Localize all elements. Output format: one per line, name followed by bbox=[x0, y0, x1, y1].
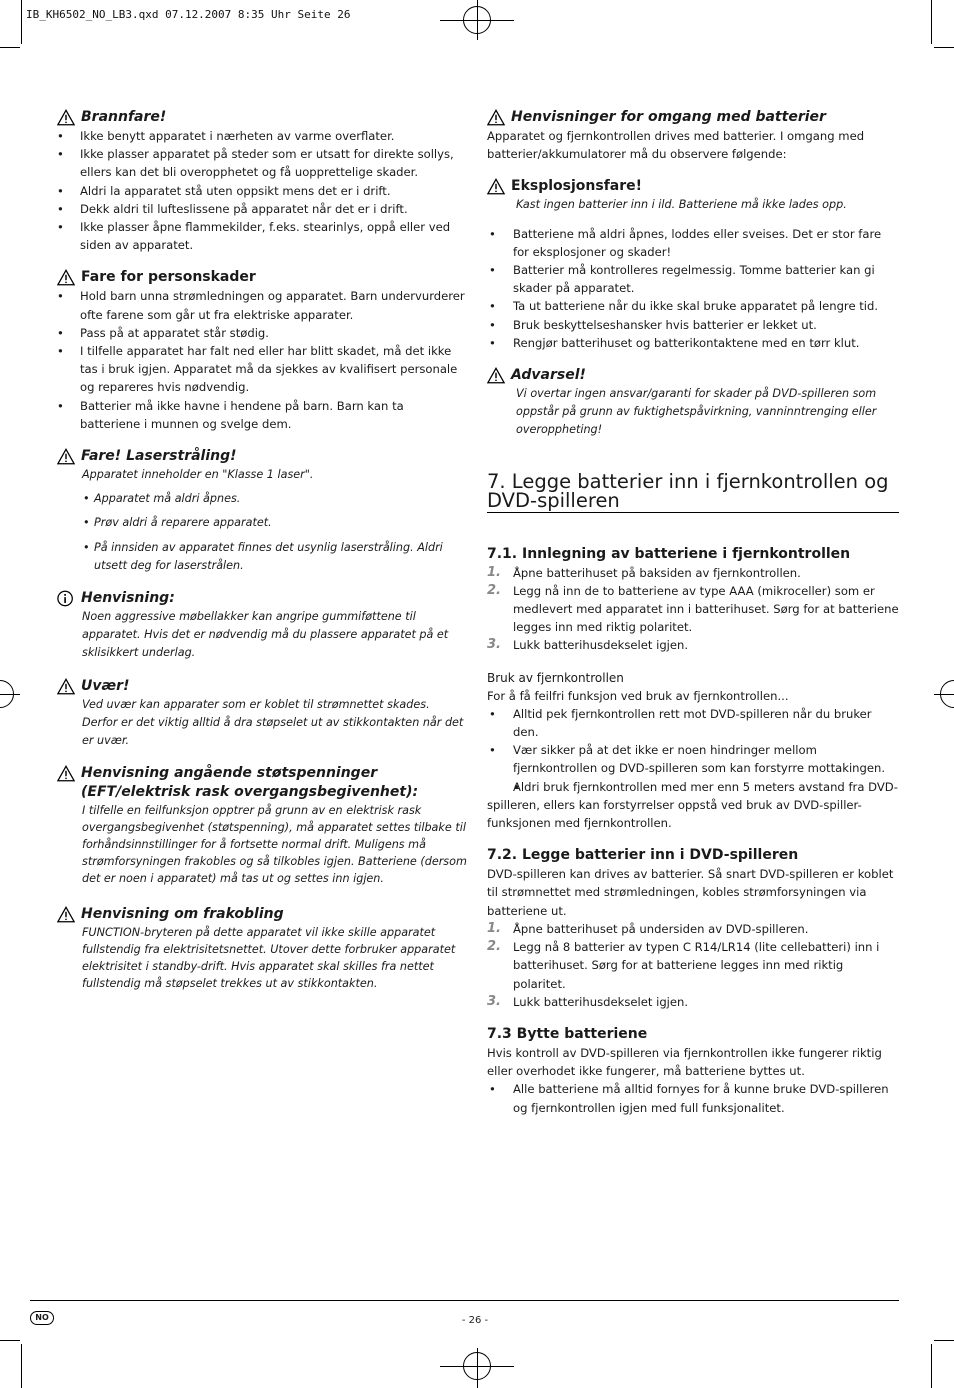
uvaer-heading: Uvær! bbox=[57, 677, 467, 696]
list-item: • Ikke plasser apparatet på steder som er utsatt for direkte sollys, ellers kan det bli overopphetet og få uopprettelige skader. bbox=[57, 145, 467, 181]
warning-icon bbox=[57, 448, 75, 465]
list-item: • Aldri la apparatet stå uten oppsikt mens det er i drift. bbox=[57, 182, 467, 200]
list-item: • Ikke benytt apparatet i nærheten av varme overflater. bbox=[57, 127, 467, 145]
step-item: 2. Legg nå 8 batterier av typen C R14/LR14 (lite cellebatteri) inn i batterihuset. Sørg for at batteriene legges inn med riktig polaritet. bbox=[487, 939, 880, 991]
warning-icon bbox=[487, 109, 505, 126]
personskader-heading: Fare for personskader bbox=[57, 268, 467, 287]
remote-usage-flat-item: • Aldri bruk fjernkontrollen med mer enn 5 meters avstand fra DVD-spilleren, ellers kan forstyrrelser oppstå ved bruk av DVD-spiller-funksjonen med fjernkontrollen. bbox=[487, 778, 899, 833]
list-item: • Vær sikker på at det ikke er noen hindringer mellom fjernkontrollen og DVD-spilleren som kan forstyrre mottakingen. bbox=[487, 741, 899, 777]
section-7-3-text: Hvis kontroll av DVD-spilleren via fjernkontrollen ikke fungerer riktig eller overhodet ikke fungerer, må batteriene byttes ut. bbox=[487, 1045, 882, 1079]
list-item: • Ikke plasser åpne flammekilder, f.eks. stearinlys, oppå eller ved siden av apparatet. bbox=[57, 218, 467, 254]
section-7-1-steps bbox=[487, 564, 899, 655]
remote-usage-intro: For å få feilfri funksjon ved bruk av fjernkontrollen... bbox=[487, 688, 789, 703]
brannfare-list bbox=[57, 127, 467, 254]
step-item: 1. Åpne batterihuset på baksiden av fjernkontrollen. bbox=[487, 564, 801, 580]
henvisning-text: Noen aggressive møbellakker kan angripe gummiføttene til apparatet. Hvis det er nødvendig må du plassere apparatet på et sklisikkert underlag. bbox=[82, 610, 449, 660]
list-item: • Dekk aldri til lufteslissene på apparatet når det er i drift. bbox=[57, 200, 467, 218]
list-item: • På innsiden av apparatet finnes det usynlig laserstråling. Aldri utsett deg for laserstrålen. bbox=[83, 539, 467, 575]
laser-heading: Fare! Laserstråling! bbox=[57, 447, 467, 466]
list-item: • Apparatet må aldri åpnes. bbox=[83, 490, 467, 508]
remote-usage-list bbox=[487, 705, 899, 778]
step-item: 3. Lukk batterihusdekselet igjen. bbox=[487, 637, 689, 653]
language-badge: NO bbox=[30, 1311, 54, 1325]
warning-icon bbox=[57, 906, 75, 923]
section-7-2-text: DVD-spilleren kan drives av batterier. Så snart DVD-spilleren er koblet til strømnettet med strømledningen, kobles strømforsyningen via batteriene ut. bbox=[487, 867, 894, 918]
eft-text: I tilfelle en feilfunksjon opptrer på grunn av en elektrisk rask overgangsbegivenhet (støtspenning), må apparatet settes tilbake til forhåndsinnstillinger for å fortsette normal drift. Muligens må strømforsyningen frakobles og så tilkobles igjen. Batteriene (dersom det er noen i apparatet) må tas ut og settes inn igjen. bbox=[82, 804, 467, 886]
list-item: • Bruk beskyttelseshansker hvis batterier er lekket ut. bbox=[487, 316, 899, 334]
right-column bbox=[487, 108, 899, 1117]
frakobling-heading: Henvisning om frakobling bbox=[57, 905, 467, 924]
warning-icon bbox=[57, 109, 75, 126]
warning-icon bbox=[487, 178, 505, 195]
step-item: 1. Åpne batterihuset på undersiden av DVD-spilleren. bbox=[487, 920, 809, 936]
list-item: • Hold barn unna strømledningen og apparatet. Barn undervurderer ofte farene som går ut fra elektriske apparater. bbox=[57, 287, 467, 323]
footer-rule bbox=[30, 1300, 899, 1301]
brannfare-heading: Brannfare! bbox=[57, 108, 467, 127]
warning-icon bbox=[487, 367, 505, 384]
remote-usage-heading: Bruk av fjernkontrollen bbox=[487, 670, 624, 685]
page-number: - 26 - bbox=[461, 1315, 489, 1326]
chapter-heading: 7. Legge batterier inn i fjernkontrollen og DVD-spilleren bbox=[487, 469, 889, 512]
eksplosjon-heading: Eksplosjonsfare! bbox=[487, 177, 899, 196]
section-7-3-list bbox=[487, 1080, 899, 1116]
list-item: • I tilfelle apparatet har falt ned eller har blitt skadet, må det ikke tas i bruk igjen. Apparatet må da sjekkes av kvalifisert personale og repareres hvis nødvendig. bbox=[57, 342, 467, 397]
uvaer-text: Ved uvær kan apparater som er koblet til strømnettet skades. Derfor er det viktig alltid å dra støpselet ut av stikkontakten når det er uvær. bbox=[82, 697, 464, 748]
list-item: • Rengjør batterihuset og batterikontaktene med en tørr klut. bbox=[487, 334, 899, 352]
eksplosjon-note: Kast ingen batterier inn i ild. Batteriene må ikke lades opp. bbox=[516, 198, 847, 212]
step-item: 2. Legg nå inn de to batteriene av type AAA (mikroceller) som er medlevert med apparatet inn i batterihuset. Sørg for at batteriene legges inn med riktig polaritet. bbox=[487, 582, 899, 635]
eft-heading: Henvisning angående støtspenninger (EFT/elektrisk rask overgangsbegivenhet): bbox=[57, 764, 467, 802]
section-7-1-heading: 7.1. Innlegning av batteriene i fjernkontrollen bbox=[487, 545, 851, 562]
list-item: • Ta ut batteriene når du ikke skal bruke apparatet på lengre tid. bbox=[487, 297, 899, 315]
print-slug: IB_KH6502_NO_LB3.qxd 07.12.2007 8:35 Uhr Seite 26 bbox=[26, 8, 351, 21]
frakobling-text: FUNCTION-bryteren på dette apparatet vil ikke skille apparatet fullstendig fra elektrisitetsnettet. Utover dette forbruker apparatet elektrisitet i standby-drift. Hvis apparatet skal skilles fra nettet fullstendig må støpselet trekkes ut av stikkontakten. bbox=[82, 926, 456, 991]
laser-list bbox=[57, 490, 467, 575]
step-item: 3. Lukk batterihusdekselet igjen. bbox=[487, 993, 689, 1009]
advarsel-heading: Advarsel! bbox=[487, 366, 899, 385]
list-item: • Prøv aldri å reparere apparatet. bbox=[83, 514, 467, 532]
list-item: • Batteriene må aldri åpnes, loddes eller sveises. Det er stor fare for eksplosjoner og skader! bbox=[487, 225, 899, 261]
batterier-heading: Henvisninger for omgang med batterier bbox=[487, 108, 899, 127]
personskader-list bbox=[57, 287, 467, 433]
list-item: • Alle batteriene må alltid fornyes for å kunne bruke DVD-spilleren og fjernkontrollen igjen med full funksjonalitet. bbox=[487, 1080, 899, 1116]
henvisning-heading: Henvisning: bbox=[57, 589, 467, 608]
warning-icon bbox=[57, 765, 75, 782]
section-7-2-heading: 7.2. Legge batterier inn i DVD-spilleren bbox=[487, 847, 799, 864]
left-column bbox=[57, 108, 467, 992]
list-item: • Batterier må kontrolleres regelmessig. Tomme batterier kan gi skader på apparatet. bbox=[487, 261, 899, 297]
warning-icon bbox=[57, 678, 75, 695]
eksplosjon-list bbox=[487, 225, 899, 352]
list-item: • Alltid pek fjernkontrollen rett mot DVD-spilleren når du bruker den. bbox=[487, 705, 899, 741]
list-item: • Batterier må ikke havne i hendene på barn. Barn kan ta batteriene i munnen og svelge dem. bbox=[57, 397, 467, 433]
laser-intro: Apparatet inneholder en "Klasse 1 laser". bbox=[82, 468, 314, 482]
list-item: • Pass på at apparatet står stødig. bbox=[57, 324, 467, 342]
info-icon bbox=[57, 590, 75, 607]
section-7-3-heading: 7.3 Bytte batteriene bbox=[487, 1025, 648, 1042]
advarsel-note: Vi overtar ingen ansvar/garanti for skader på DVD-spilleren som oppstår på grunn av fuktighetspåvirkning, vanninntrenging eller overoppheting! bbox=[516, 387, 877, 437]
batterier-text: Apparatet og fjernkontrollen drives med batterier. I omgang med batterier/akkumulatorer må du observere følgende: bbox=[487, 129, 865, 162]
warning-icon bbox=[57, 269, 75, 286]
section-7-2-steps bbox=[487, 920, 899, 1011]
